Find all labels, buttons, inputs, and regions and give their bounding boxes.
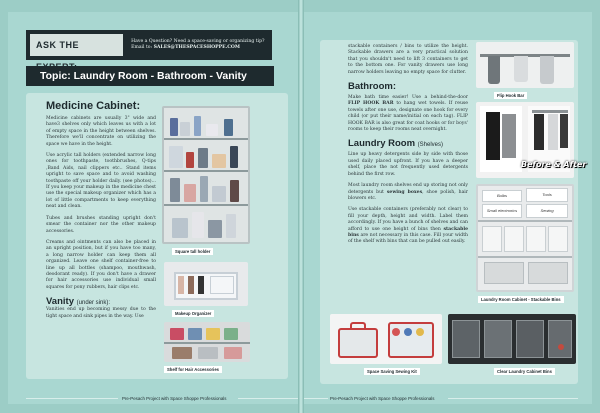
flip-hook-bar-photo — [476, 42, 574, 88]
makeup-organizer-photo — [164, 262, 248, 306]
hair-accessories-shelf-photo — [164, 322, 250, 362]
laundry-paragraph-1: Line up heavy detergents side by side with those used daily placed upfront. If you have a deeper shelf, place the not frequently used detergents behind the first row. — [348, 152, 468, 177]
medicine-paragraph-2: Use acrylic tall holders (extended narrow long ones for toothpaste, toothbrushes, Q-tips ,Band Aids, nail clippers etc.. Stand items upright to save space and to avoid washing toothpaste off your holder daily. (see photos)... If you keep your makeup in the medicine chest use the special makeup organizer which has a lot of little compartments to keep everything neat and clean. — [46, 153, 156, 210]
vanity-paragraph: Vanities end up becoming messy due to the tight space and sink pipes in the way. Use — [46, 307, 156, 319]
hair-accessories-caption: Shelf for Hair Accessories — [164, 366, 222, 373]
laundry-cabinet-caption: Laundry Room Cabinet - Stackable Bins — [478, 296, 564, 303]
stackable-intro-paragraph: stackable containers / bins to utilize the height. Stackable drawers are a very practical solution that you shouldn't need to lift 3 containers to get to the bottom one. For vanity drawers use long narrow holders leaving no empty space for clutter. — [348, 44, 468, 75]
topic-title: Topic: Laundry Room - Bathroom - Vanity — [26, 66, 274, 86]
medicine-cabinet-heading: Medicine Cabinet: — [46, 100, 141, 112]
medicine-paragraph-3: Tubes and brushes standing upright don't smear the container nor the other makeup accessories. — [46, 215, 156, 234]
ask-expert-banner — [26, 30, 272, 60]
bin-label-bulbs: Bulbs — [482, 190, 522, 202]
bin-label-small-electronics: Small electronics — [482, 204, 522, 218]
left-text-column — [46, 100, 156, 325]
laundry-paragraph-2: Most laundry room shelves end up storing not only detergents but sewing boxes, shoe polish, hair blowers etc. — [348, 183, 468, 201]
clear-bins-caption: Clear Laundry Cabinet Bins — [494, 368, 555, 375]
flip-hook-bar-caption: Flip Hook Bar — [494, 92, 527, 99]
medicine-paragraph-4: Creams and ointments can also be placed in an upright position, but if you have too many, a long narrow holder can keep them all organized. Leave one shelf container-free to line up all bottles (shampoo, mouthwash, deodorant ready). If you don't have a drawer for hair accessories use individual small squares for pony rubbers, hair clips etc. — [46, 239, 156, 290]
footer-left: Pre-Pesach Project with Space Shoppe Professionals — [122, 396, 227, 401]
right-text-column — [348, 44, 468, 251]
bathroom-paragraph: Make bath time easier! Use a behind-the-door FLIP HOOK BAR to hang wet towels. If reuse towels after one use, designate one hook for every child (or put their name/initial on each tag). FLIP HOOK BAR is also great for coat hooks or for boys' rooms to keep their rooms neat overnight. — [348, 95, 468, 133]
makeup-organizer-caption: Makeup Organizer — [172, 310, 214, 317]
medicine-paragraph-1: Medicine cabinets are usually 3" wide and have3 shelves only which leaves us with a lot of empty space in the height between shelves. Therefore we'll concentrate on utilizing the space we have in the height. — [46, 116, 156, 147]
vanity-heading: Vanity (under sink): — [46, 296, 110, 308]
bin-label-tools: Tools — [526, 188, 568, 202]
laundry-cabinet-photo — [476, 184, 574, 292]
before-after-label: Before & After — [521, 160, 587, 169]
laundry-room-heading: Laundry Room (Shelves) — [348, 138, 444, 150]
medicine-cabinet-photo — [162, 106, 250, 244]
bin-label-sewing: Sewing — [526, 204, 568, 218]
page-spine — [298, 0, 304, 413]
expert-email[interactable]: SALES@THESPACESHOPPE.COM — [153, 45, 240, 50]
laundry-paragraph-3: Use stackable containers (preferably not clear) to fill your depth, height and width. Label them accordingly. If you have a bunch of shelves and can afford to use one height of bins then stackable bins are not necessary in this case. Fill your width of the shelf with bins that can be pulled out easily. — [348, 207, 468, 245]
sewing-kit-caption: Space Saving Sewing Kit — [364, 368, 420, 375]
bathroom-heading: Bathroom: — [348, 81, 397, 93]
square-tall-holder-caption: Square tall holder — [172, 248, 213, 255]
ask-expert-text: Have a Question? Need a space-saving or organizing tip? Email to: SALES@THESPACESHOPPE.COM — [131, 38, 265, 50]
ask-expert-tag: ASK THE — [30, 34, 123, 56]
clear-laundry-bins-photo — [448, 314, 576, 364]
footer-right: Pre-Pesach Project with Space Shoppe Professionals — [330, 396, 435, 401]
sewing-kit-photo — [330, 314, 442, 364]
